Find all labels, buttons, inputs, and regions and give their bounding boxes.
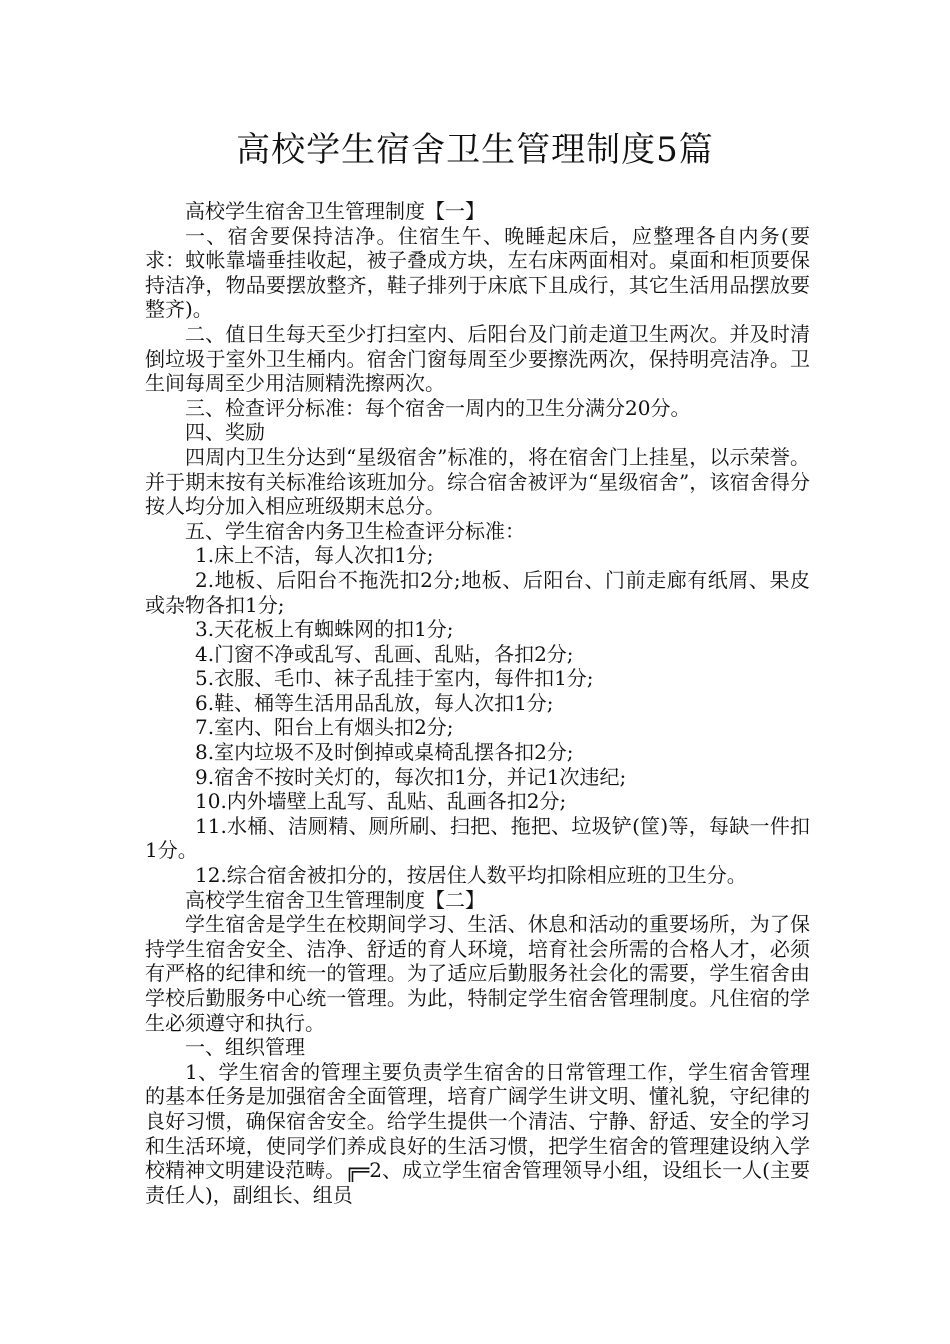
list-item: 3.天花板上有蜘蛛网的扣1分; xyxy=(195,617,454,642)
list-item: 7.室内、阳台上有烟头扣2分; xyxy=(195,715,454,740)
paragraph: 学生宿舍是学生在校期间学习、生活、休息和活动的重要场所，为了保持学生宿舍安全、洁净、舒适的育人环境，培育社会所需的合格人才，必须有严格的纪律和统一的管理。为了适应后勤服务社会化的需要，学生宿舍由学校后勤服务中心统一管理。为此，特制定学生宿舍管理制度。凡住宿的学生必须遵守和执行。 xyxy=(145,912,810,1035)
document-body xyxy=(145,199,810,1207)
paragraph: 一、宿舍要保持洁净。住宿生午、晚睡起床后，应整理各自内务(要求：蚊帐靠墙垂挂收起，被子叠成方块，左右床两面相对。桌面和柜顶要保持洁净，物品要摆放整齐，鞋子排列于床底下且成行，其它生活用品摆放要整齐)。 xyxy=(145,223,810,322)
paragraph: 三、检查评分标准：每个宿舍一周内的卫生分满分20分。 xyxy=(185,395,691,420)
list-item: 5.衣服、毛巾、袜子乱挂于室内，每件扣1分; xyxy=(195,666,594,691)
list-item: 9.宿舍不按时关灯的，每次扣1分，并记1次违纪; xyxy=(195,764,627,789)
paragraph: 一、组织管理 xyxy=(185,1035,305,1060)
list-item: 2.地板、后阳台不拖洗扣2分;地板、后阳台、门前走廊有纸屑、果皮或杂物各扣1分; xyxy=(145,567,810,617)
paragraph: 四、奖励 xyxy=(185,420,265,445)
paragraph: 四周内卫生分达到“星级宿舍”标准的，将在宿舍门上挂星，以示荣誉。并于期末按有关标准给该班加分。综合宿舍被评为“星级宿舍”，该宿舍得分按人均分加入相应班级期末总分。 xyxy=(145,444,810,519)
list-item: 8.室内垃圾不及时倒掉或桌椅乱摆各扣2分; xyxy=(195,740,574,765)
section-heading-one: 高校学生宿舍卫生管理制度【一】 xyxy=(185,199,485,223)
section-heading-two: 高校学生宿舍卫生管理制度【二】 xyxy=(185,887,485,912)
list-item: 10.内外墙壁上乱写、乱贴、乱画各扣2分; xyxy=(195,789,567,814)
list-item: 1.床上不洁，每人次扣1分; xyxy=(195,543,434,568)
list-item: 4.门窗不净或乱写、乱画、乱贴，各扣2分; xyxy=(195,641,574,666)
list-item: 12.综合宿舍被扣分的，按居住人数平均扣除相应班的卫生分。 xyxy=(195,863,747,888)
document-title: 高校学生宿舍卫生管理制度5篇 xyxy=(236,130,714,170)
paragraph: 二、值日生每天至少打扫室内、后阳台及门前走道卫生两次。并及时清倒垃圾于室外卫生桶内。宿舍门窗每周至少要擦洗两次，保持明亮洁净。卫生间每周至少用洁厕精洗擦两次。 xyxy=(145,321,810,396)
list-item: 11.水桶、洁厕精、厕所刷、扫把、拖把、垃圾铲(筐)等，每缺一件扣1分。 xyxy=(145,813,810,863)
list-item: 6.鞋、桶等生活用品乱放，每人次扣1分; xyxy=(195,690,554,715)
paragraph: 五、学生宿舍内务卫生检查评分标准： xyxy=(185,518,525,543)
paragraph: 1、学生宿舍的管理主要负责学生宿舍的日常管理工作，学生宿舍管理的基本任务是加强宿舍全面管理，培育广阔学生讲文明、懂礼貌，守纪律的良好习惯，确保宿舍安全。给学生提供一个清洁、宁静、舒适、安全的学习和生活环境，使同学们养成良好的生活习惯，把学生宿舍的管理建设纳入学校精神文明建设范畴。╔═2、成立学生宿舍管理领导小组，设组长一人(主要责任人)，副组长、组员 xyxy=(145,1059,810,1207)
